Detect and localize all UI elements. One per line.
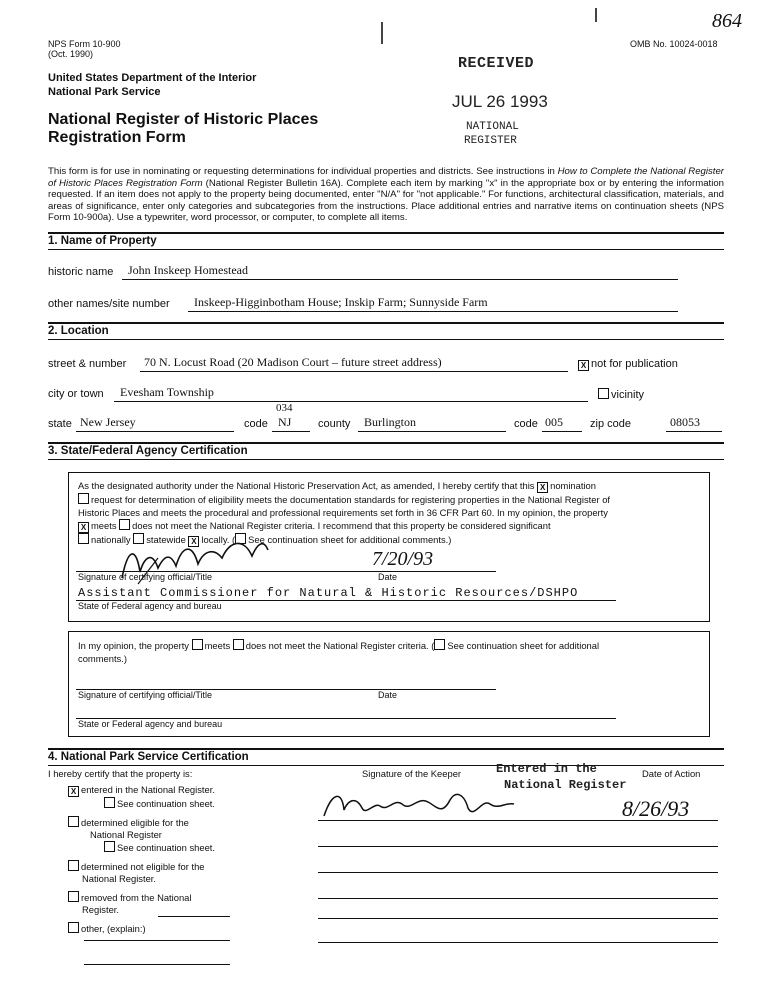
section3-title: 3. State/Federal Agency Certification [48, 445, 248, 457]
section-underline [48, 765, 724, 766]
entered-continuation-checkbox[interactable] [104, 797, 115, 808]
opinion-not-meet-checkbox[interactable] [233, 639, 244, 650]
keeper-line [318, 820, 718, 821]
field-line [272, 431, 310, 432]
not-eligible-checkbox[interactable] [68, 860, 79, 871]
section-divider [48, 322, 724, 324]
state-value[interactable]: New Jersey [80, 415, 136, 429]
received-stamp-line2: REGISTER [464, 135, 517, 147]
opinion-text: In my opinion, the property meets does not meet the National Register criteria. ( See continuation sheet for additional comments.) [78, 640, 600, 664]
field-line [114, 401, 588, 402]
received-stamp-date: JUL 26 1993 [452, 92, 548, 111]
date2-label: Date [378, 690, 398, 700]
form-title-line1: National Register of Historic Places [48, 111, 319, 128]
received-stamp-label: RECEIVED [458, 55, 535, 72]
field-line [542, 431, 582, 432]
other-checkbox[interactable] [68, 922, 79, 933]
opinion-continuation-checkbox[interactable] [434, 639, 445, 650]
other-names-value[interactable]: Inskeep-Higginbotham House; Inskip Farm; Sunnyside Farm [194, 295, 488, 309]
date-of-action-label: Date of Action [642, 768, 701, 779]
state-code-label: code [244, 418, 268, 430]
section-underline [48, 339, 724, 340]
section2-title: 2. Location [48, 325, 109, 337]
not-for-publication-checkbox[interactable]: X [578, 360, 589, 371]
other-explain-line [84, 940, 230, 941]
meets-checkbox[interactable]: X [78, 522, 89, 533]
section-divider [48, 232, 724, 234]
eligible-checkbox[interactable] [68, 816, 79, 827]
field-line [140, 371, 568, 372]
section4-title: 4. National Park Service Certification [48, 751, 249, 763]
removed-checkbox[interactable] [68, 891, 79, 902]
county-value[interactable]: Burlington [364, 415, 417, 429]
zip-value[interactable]: 08053 [670, 415, 700, 429]
margin-mark [595, 8, 597, 22]
date-of-action-value: 8/26/93 [622, 796, 690, 821]
locally-checkbox[interactable]: X [188, 536, 199, 547]
state-label: state [48, 418, 72, 430]
certification-text: As the designated authority under the National Historic Preservation Act, as amended, I hereby certify that this X nomination request for determination of eligibility meets the documentation standards for registering properties in the National Register of Historic Places and meets the procedural and professional requirements set forth in 36 CFR Part 60. In my opinion, the property X meets does not meet the National Register criteria. I recommend that this property be considered significant nationally statewide X locally. ( See continuation sheet for additional comments.) [78, 480, 611, 546]
signature-label: Signature of certifying official/Title [78, 572, 213, 582]
keeper-line [318, 846, 718, 847]
opinion-meets-checkbox[interactable] [192, 639, 203, 650]
date-label: Date [378, 572, 398, 582]
certification-date-value: 7/20/93 [372, 548, 434, 570]
other-explain-line [158, 916, 230, 917]
state-code-value[interactable]: NJ [278, 415, 292, 429]
keeper-line [318, 942, 718, 943]
section-underline [48, 459, 724, 460]
county-code-value[interactable]: 005 [545, 415, 563, 429]
section-divider [48, 442, 724, 444]
keeper-line [318, 918, 718, 919]
section-divider [48, 748, 724, 750]
intro-paragraph: This form is for use in nominating or requesting determinations for individual properties and districts. See instructions in How to Complete the National Register of Historic Places Registration Form (National Register Bulletin 16A). Complete each item by marking "x" in the appropriate box or by entering the information requested. If an item does not apply to the property being documented, enter "N/A" for "not applicable." For functions, architectural classification, materials, and areas of significance, enter only categories and subcategories from the instructions. Place additional entries and narrative items on continuation sheets (NPS Form 10-900a). Use a typewriter, word processor, or computer, to complete all items. [48, 166, 724, 223]
field-line [188, 311, 678, 312]
entered-stamp-line2: National Register [504, 778, 627, 792]
not-for-publication-label: not for publication [591, 358, 678, 370]
request-determination-checkbox[interactable] [78, 493, 89, 504]
field-line [358, 431, 506, 432]
entered-stamp-line1: Entered in the [496, 762, 597, 776]
field-line [666, 431, 722, 432]
eligible-continuation-checkbox[interactable] [104, 841, 115, 852]
handwritten-number: 864 [712, 10, 742, 32]
vicinity[interactable] [598, 388, 644, 401]
other-explain-line [84, 964, 230, 965]
state-code-number: 034 [276, 402, 293, 414]
city-label: city or town [48, 388, 104, 400]
omb-number: OMB No. 10024-0018 [630, 39, 718, 49]
form-number: NPS Form 10-900 [48, 39, 121, 49]
form-title-line2: Registration Form [48, 129, 186, 146]
service-name: National Park Service [48, 86, 161, 98]
section-underline [48, 249, 724, 250]
agency-value[interactable]: Assistant Commissioner for Natural & Historic Resources/DSHPO [78, 586, 579, 600]
nps-options: X entered in the National Register. See continuation sheet. determined eligible for the National Register See continuation sheet. determined not eligible for the National Register. removed from the National Register. other, (explain:) [68, 784, 215, 935]
entered-checkbox[interactable]: X [68, 786, 79, 797]
signature2-label: Signature of certifying official/Title [78, 690, 213, 700]
section1-title: 1. Name of Property [48, 235, 157, 247]
does-not-meet-checkbox[interactable] [119, 519, 130, 530]
county-code-label: code [514, 418, 538, 430]
city-value[interactable]: Evesham Township [120, 385, 214, 399]
form-date: (Oct. 1990) [48, 49, 94, 59]
certify-statement: I hereby certify that the property is: [48, 768, 193, 779]
nationally-checkbox[interactable] [78, 533, 89, 544]
nomination-checkbox[interactable]: X [537, 482, 548, 493]
street-value[interactable]: 70 N. Locust Road (20 Madison Court – future street address) [144, 355, 442, 369]
received-stamp-line1: NATIONAL [466, 121, 519, 133]
margin-mark [381, 22, 383, 44]
historic-name-label: historic name [48, 266, 114, 278]
agency-label: State of Federal agency and bureau [78, 601, 222, 611]
street-label: street & number [48, 358, 127, 370]
other-names-label: other names/site number [48, 298, 170, 310]
vicinity-checkbox[interactable] [598, 388, 609, 399]
department-name: United States Department of the Interior [48, 72, 257, 84]
zip-label: zip code [590, 418, 631, 430]
field-line [122, 279, 678, 280]
keeper-signature-label: Signature of the Keeper [362, 768, 462, 779]
not-for-publication[interactable] [578, 358, 678, 371]
vicinity-label: vicinity [611, 389, 645, 401]
keeper-line [318, 898, 718, 899]
county-label: county [318, 418, 351, 430]
agency2-label: State or Federal agency and bureau [78, 719, 223, 729]
field-line [76, 431, 234, 432]
keeper-line [318, 872, 718, 873]
historic-name-value[interactable]: John Inskeep Homestead [128, 263, 248, 277]
